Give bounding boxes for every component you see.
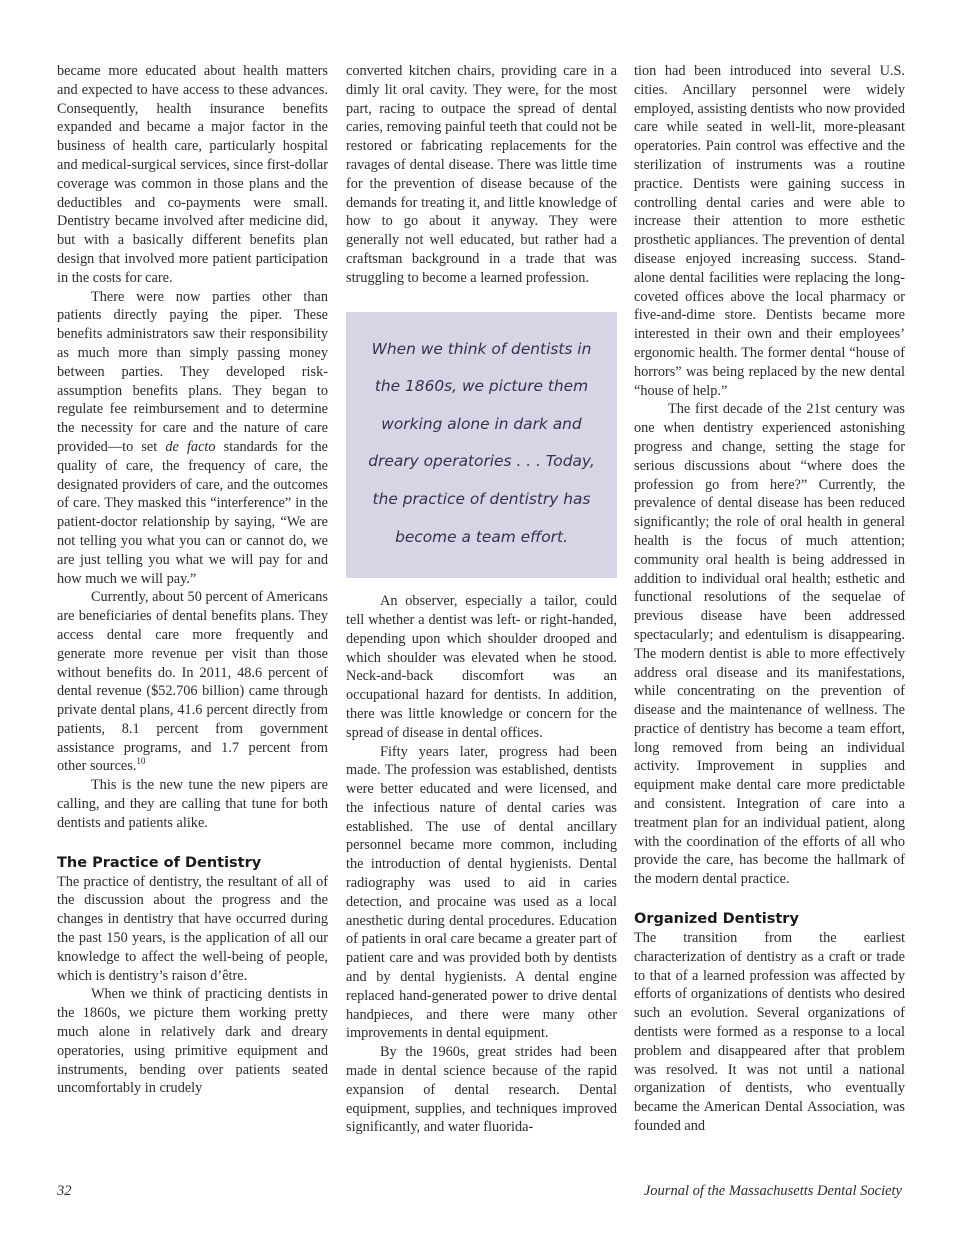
pull-quote: When we think of dentists in the 1860s, we picture them working alone in dark and dreary operatories . . . Today, the practice of dentistry has become a team effort. bbox=[346, 312, 617, 579]
paragraph: The first decade of the 21st century was one when dentistry experienced astonishing progress and change, setting the stage for serious discussions about “where does the profession go from here?” Currently, the prevalence of dental disease has been reduced significantly; the role of oral health in general health is the focus of much attention; community oral health is being addressed in addition to individual oral health; esthetic and functional resolutions of the sequelae of previous disease have been addressed spectacularly; and edentulism is disappearing. The modern dentist is able to more effectively address oral disease and its manifestations, while concentrating on the prevention of disease and the maintenance of wellness. The practice of dentistry has become a team effort, long removed from being an individual activity. Improvement in supplies and equipment make dental care more predictable and consistent. Integration of care into a treatment plan for an individual patient, along with the coordination of the efforts of all who provide the care, has become the hallmark of the modern dental practice. bbox=[634, 401, 905, 888]
paragraph: When we think of practicing dentists in the 1860s, we picture them working pretty much alone in relatively dark and dreary operatories, using primitive equipment and instruments, bending over patients seated uncomfortably in crudely bbox=[57, 986, 328, 1097]
section-heading-practice: The Practice of Dentistry bbox=[57, 854, 262, 871]
paragraph bbox=[57, 588, 328, 776]
paragraph: The practice of dentistry, the resultant of all of the discussion about the progress and the changes in dentistry that have occurred during the past 150 years, is the application of all our knowledge to affect the well-being of people, which is dentistry’s raison d’être. bbox=[57, 873, 328, 984]
paragraph: became more educated about health matters and expected to have access to these advances. Consequently, health insurance benefits expanded and became a major factor in the business of health care, particularly hospital and medical-surgical services, since first-dollar coverage was common in those plans and the deductibles and co-payments were small. Dentistry became involved after medicine did, but with a basically different benefits plan design that involved more patient participation in the costs for care. bbox=[57, 63, 328, 286]
paragraph: converted kitchen chairs, providing care in a dimly lit oral cavity. They were, for the most part, racing to outpace the spread of dental caries, removing painful teeth that could not be restored or fabricating replacements for the ravages of dental disease. There was little time for the prevention of disease because of the demands for treating it, and little knowledge of how to go about it anyway. They were generally not well educated, but rather had a craftsman background in a trade that was struggling to become a learned profession. bbox=[346, 63, 617, 286]
paragraph: Fifty years later, progress had been made. The profession was established, dentists were better educated and were licensed, and the infectious nature of dental caries was established. The use of dental ancillary personnel became more common, including the introduction of dental hygienists. Dental radiography was used to aid in caries detection, and procaine was used as a local anesthetic during dental procedures. Education of patients in oral care became a greater part of patient care and was provided both by dentists and by dental hygienists. A dental engine replaced hand-generated power to drive dental handpieces, and there were many other improvements in dental equipment. bbox=[346, 743, 617, 1042]
reference-superscript: 10 bbox=[136, 756, 146, 767]
paragraph: This is the new tune the new pipers are calling, and they are calling that tune for both dentists and patients alike. bbox=[57, 777, 328, 831]
section-heading-organized: Organized Dentistry bbox=[634, 911, 799, 928]
paragraph bbox=[57, 288, 328, 589]
paragraph-text: There were now parties other than patients directly paying the piper. These benefits administrators saw their responsibility as much more than simply passing money between parties. They developed risk-assumption benefits plans. They began to regulate fee reimbursement and to determine the necessity for care and the nature of care provided—to set bbox=[57, 288, 328, 455]
journal-name: Journal of the Massachusetts Dental Society bbox=[643, 1183, 902, 1199]
paragraph: By the 1960s, great strides had been made in dental science because of the rapid expansion of dental research. Dental equipment, supplies, and techniques improved significantly, and water fluorida- bbox=[346, 1044, 617, 1136]
paragraph: An observer, especially a tailor, could tell whether a dentist was left- or right-handed, depending upon which shoulder drooped and which shoulder was elevated when he stood. Neck-and-back discomfort was an occupational hazard for dentists. In addition, there was little knowledge or concern for the spread of disease in dental offices. bbox=[346, 593, 617, 741]
paragraph-text: standards for the quality of care, the frequency of care, the designated providers of care, and the outcomes of care. They masked this “interference” in the patient-doctor relationship by saying, “We are not telling you what you can or cannot do, we are just telling you what we will pay for and how much we will pay.” bbox=[57, 438, 329, 587]
italic-phrase: de facto bbox=[165, 438, 216, 455]
paragraph-text: Currently, about 50 percent of Americans are beneficiaries of dental benefits plans. They access dental care more frequently and generate more revenue per visit than those without benefits do. In 2011, 48.6 percent of dental revenue ($52.706 billion) came through private dental plans, 41.6 percent directly from patients, 8.1 percent from government assistance programs, and 1.7 percent from other sources. bbox=[57, 589, 328, 775]
text-column-left bbox=[57, 62, 328, 1098]
paragraph: tion had been introduced into several U.S. cities. Ancillary personnel were widely employed, assisting dentists who now provided care while seated in well-lit, more-pleasant operatories. Pain control was effective and the sterilization of instruments was a routine practice. Dentists were gaining success in controlling dental caries and were able to increase their attention to more esthetic prosthetic appliances. The prevention of dental disease enjoyed increasing success. Stand-alone dental facilities were replacing the long-coveted offices above the local pharmacy or five-and-dime store. Dentists became more interested in their own and their employees’ ergonomic health. The former dental “house of horrors” was being replaced by the new dental “house of help.” bbox=[634, 63, 905, 399]
text-column-middle bbox=[346, 62, 617, 1137]
page-number: 32 bbox=[57, 1183, 72, 1199]
paragraph: The transition from the earliest characterization of dentistry as a craft or trade to that of a learned profession was affected by efforts of organizations of dentists who desired such an evolution. Several organizations of dentists were formed as a response to a local problem and disappeared after that problem was resolved. It was not until a national organization of dentists, who eventually became the American Dental Association, was founded and bbox=[634, 930, 905, 1135]
text-column-right bbox=[634, 62, 905, 1136]
